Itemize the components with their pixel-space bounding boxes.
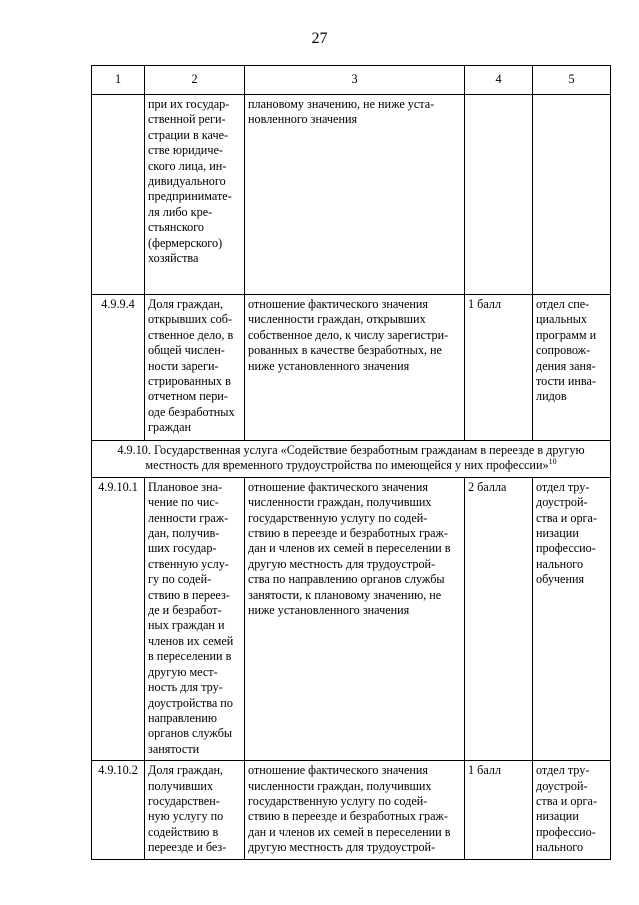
text-line: лидов [536, 389, 567, 404]
text-line: ствию в переезде и безработных граж- [248, 526, 448, 541]
responsible-department [533, 477, 611, 760]
text-line: ниже установленного значения [248, 358, 410, 373]
page-number: 27 [311, 30, 328, 47]
text-line: дан и членов их семей в переселении в [248, 824, 451, 839]
text-line: дения заня- [536, 358, 596, 373]
text-line: низации [536, 809, 579, 824]
text-line: отношение фактического значения [248, 763, 429, 778]
text-line: численности граждан, получивших [248, 495, 432, 510]
text-line: переезде и без- [148, 840, 227, 855]
text-line: ственное дело, в [148, 327, 234, 342]
indicator-name [145, 477, 245, 760]
text-line: отношение фактического значения [248, 297, 429, 311]
text-line: отдел тру- [536, 763, 590, 778]
text-line: занятости, к плановому значению, не [248, 587, 442, 602]
responsible-department [533, 95, 611, 295]
text-line: государствен- [148, 793, 220, 808]
footnote-marker: 10 [548, 457, 557, 467]
header-cell: 2 [145, 66, 245, 95]
responsible-department [533, 761, 611, 859]
table-row [92, 477, 611, 760]
text-line: другую местность для трудоустрой- [248, 556, 436, 571]
text-line: хозяйства [148, 251, 199, 266]
text-line: открывших соб- [148, 312, 233, 327]
text-line: ля либо кре- [148, 204, 213, 219]
score: 2 балла [465, 477, 533, 760]
text-line: ственную услу- [148, 556, 229, 571]
text-line: дан, получив- [148, 526, 220, 541]
text-line: ную услугу по [148, 809, 224, 824]
text-line: рованных в качестве безработных, не [248, 343, 442, 358]
text-line: ность для тру- [148, 680, 223, 695]
text-line: отдел тру- [536, 479, 590, 494]
text-line: Плановое зна- [148, 479, 223, 494]
text-line: нального [536, 556, 584, 571]
text-line: доустрой- [536, 778, 588, 793]
text-line: Доля граждан, [148, 297, 224, 311]
indicator-name [145, 95, 245, 295]
text-line: другую местность для трудоустрой- [248, 840, 436, 855]
text-line: тости инва- [536, 374, 596, 389]
text-line: чение по чис- [148, 495, 219, 510]
text-line: ших государ- [148, 541, 217, 556]
text-line: ствию в переез- [148, 587, 230, 602]
text-line: ности зареги- [148, 358, 219, 373]
score: 1 балл [465, 761, 533, 859]
text-line: другую мест- [148, 664, 218, 679]
text-line: де и безработ- [148, 603, 222, 618]
text-line: содействию в [148, 824, 219, 839]
header-cell: 4 [465, 66, 533, 95]
text-line: циальных [536, 312, 588, 327]
text-line: ленности граж- [148, 510, 229, 525]
section-heading-text: местность для временного трудоустройства по имеющейся у них профессии» [145, 458, 549, 473]
header-cell: 1 [92, 66, 145, 95]
row-code: 4.9.10.1 [92, 477, 145, 760]
text-line: стрированных в [148, 374, 231, 389]
text-line: отношение фактического значения [248, 479, 429, 494]
text-line: доустрой- [536, 495, 588, 510]
text-line: Доля граждан, [148, 763, 224, 778]
text-line: сопровож- [536, 343, 591, 358]
text-line: отдел спе- [536, 297, 590, 311]
text-line: численности граждан, открывших [248, 312, 426, 327]
text-line: занятости [148, 741, 200, 756]
text-line: обучения [536, 572, 585, 587]
text-line: ства и орга- [536, 510, 598, 525]
row-code [92, 95, 145, 295]
text-line: страции в каче- [148, 127, 229, 142]
text-line: ского лица, ин- [148, 158, 227, 173]
indicator-name [145, 761, 245, 859]
text-line: плановому значению, не ниже уста- [248, 97, 435, 111]
section-row [92, 441, 611, 478]
criteria-table [91, 65, 611, 860]
text-line: получивших [148, 778, 214, 793]
calculation-method [245, 477, 465, 760]
calculation-method [245, 761, 465, 859]
table-row [92, 295, 611, 441]
table-row [92, 761, 611, 859]
table-header-row [92, 66, 611, 95]
text-line: государственную услугу по содей- [248, 510, 428, 525]
responsible-department [533, 295, 611, 441]
text-line: профессио- [536, 541, 596, 556]
text-line: отчетном пери- [148, 389, 228, 404]
text-line: численности граждан, получивших [248, 778, 432, 793]
calculation-method [245, 295, 465, 441]
text-line: оде безработных [148, 404, 235, 419]
text-line: стьянского [148, 220, 205, 235]
text-line: ствию в переезде и безработных граж- [248, 809, 448, 824]
text-line: направлению [148, 710, 218, 725]
text-line: государственную услугу по содей- [248, 793, 428, 808]
text-line: ства по направлению органов службы [248, 572, 445, 587]
row-code: 4.9.9.4 [92, 295, 145, 441]
text-line: дан и членов их семей в переселении в [248, 541, 451, 556]
text-line: органов службы [148, 726, 233, 741]
text-line: членов их семей [148, 633, 234, 648]
text-line: стве юридиче- [148, 143, 223, 158]
text-line: ства и орга- [536, 793, 598, 808]
header-cell: 5 [533, 66, 611, 95]
row-code: 4.9.10.2 [92, 761, 145, 859]
text-line: новленного значения [248, 112, 358, 127]
calculation-method [245, 95, 465, 295]
text-line: дивидуального [148, 174, 226, 189]
indicator-name [145, 295, 245, 441]
text-line: ственной реги- [148, 112, 226, 127]
score: 1 балл [465, 295, 533, 441]
text-line: собственное дело, к числу зарегистри- [248, 327, 449, 342]
table-row [92, 95, 611, 295]
text-line: доустройства по [148, 695, 233, 710]
section-heading-line [95, 458, 607, 473]
text-line: общей числен- [148, 343, 225, 358]
text-line: предпринимате- [148, 189, 232, 204]
header-cell: 3 [245, 66, 465, 95]
text-line: профессио- [536, 824, 596, 839]
text-line: (фермерского) [148, 235, 223, 250]
score [465, 95, 533, 295]
text-line: в переселении в [148, 649, 232, 664]
section-heading-line: 4.9.10. Государственная услуга «Содействие безработным гражданам в переезде в другую [117, 443, 585, 457]
text-line: граждан [148, 420, 192, 435]
text-line: программ и [536, 327, 597, 342]
text-line: при их государ- [148, 97, 230, 111]
text-line: низации [536, 526, 579, 541]
text-line: гу по содей- [148, 572, 212, 587]
text-line: нального [536, 840, 584, 855]
section-heading [92, 441, 611, 478]
text-line: ниже установленного значения [248, 603, 410, 618]
text-line: ных граждан и [148, 618, 225, 633]
